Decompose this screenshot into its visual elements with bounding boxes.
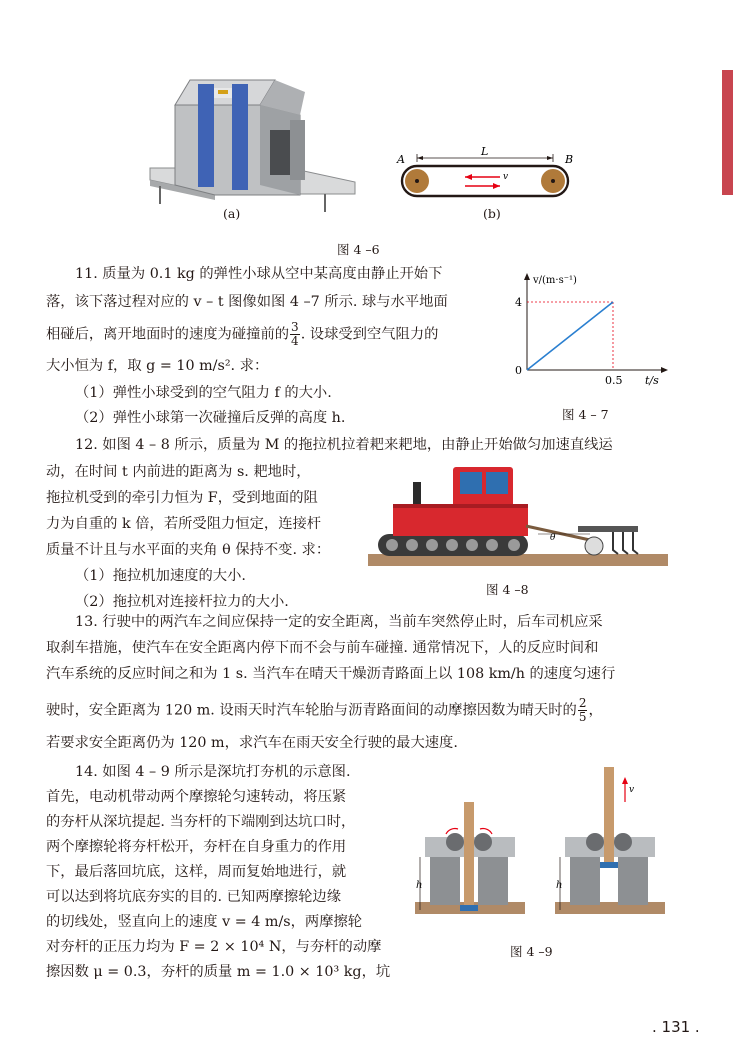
p13-line2: 取刹车措施，使汽车在安全距离内停下而不会与前车碰撞. 通常情况下，人的反应时间和	[46, 640, 599, 656]
fig47-y-axis: v/(m·s⁻¹)	[533, 275, 577, 286]
p14-line6: 可以达到将坑底夯实的目的. 已知两摩擦轮边缘	[46, 889, 342, 905]
fig46-caption: 图 4 –6	[337, 242, 380, 257]
fig46b-label: (b)	[483, 206, 501, 221]
fig47-origin: 0	[515, 364, 522, 377]
belt-L: L	[481, 145, 489, 158]
p13-line3: 汽车系统的反应时间之和为 1 s. 当汽车在晴天干燥沥青路面上以 108 km/h 的速度匀速行	[46, 666, 616, 682]
p12-q1: （1）拖拉机加速度的大小.	[75, 568, 246, 584]
p11-q2: （2）弹性小球第一次碰撞后反弹的高度 h.	[75, 410, 346, 426]
chapter-tab	[722, 70, 733, 195]
p12-line5: 质量不计且与水平面的夹角 θ 保持不变. 求：	[46, 542, 331, 558]
fig47-vt-graph	[505, 268, 675, 388]
fig49-h-left: h	[416, 880, 423, 891]
fig47-x-tick: 0.5	[605, 374, 623, 387]
p14-line2: 首先，电动机带动两个摩擦轮匀速转动，将压紧	[46, 789, 347, 805]
p12-line1: 12. 如图 4 – 8 所示，质量为 M 的拖拉机拉着耙来耙地，由静止开始做匀加速直线运	[75, 437, 613, 453]
fig49-v: v	[629, 785, 635, 795]
p11-fraction: $\frac{3}{4}$	[291, 320, 299, 348]
p11-line4: 大小恒为 f，取 g = 10 m/s². 求：	[46, 358, 269, 374]
p11-line2: 落，该下落过程对应的 v – t 图像如图 4 –7 所示. 球与水平地面	[46, 294, 448, 310]
fig49-right-machine	[555, 767, 665, 914]
fig48-theta: θ	[550, 533, 556, 543]
fig47-x-axis: t/s	[645, 374, 659, 387]
p11-line3: 相碰后，离开地面时的速度为碰撞前的 $\frac{3}{4}$ . 设球受到空气阻力的	[46, 320, 439, 348]
p13-line5: 若要求安全距离仍为 120 m，求汽车在雨天安全行驶的最大速度.	[46, 735, 458, 751]
p12-q2: （2）拖拉机对连接杆拉力的大小.	[75, 594, 289, 610]
fig46b-conveyor-belt	[395, 145, 585, 210]
p13-fraction: $\frac{2}{5}$	[578, 696, 587, 724]
fig48-tractor	[368, 462, 668, 572]
belt-B: B	[565, 153, 574, 166]
fig48-caption: 图 4 –8	[486, 582, 529, 597]
fig47-y-tick: 4	[515, 296, 522, 309]
fig47-caption: 图 4 – 7	[562, 407, 609, 422]
fig49-h-right: h	[556, 880, 563, 891]
p14-line1: 14. 如图 4 – 9 所示是深坑打夯机的示意图.	[75, 764, 351, 780]
p13-line1: 13. 行驶中的两汽车之间应保持一定的安全距离，当前车突然停止时，后车司机应采	[75, 614, 603, 630]
p13-line4: 驶时，安全距离为 120 m. 设雨天时汽车轮胎与沥青路面间的动摩擦因数为晴天时的 $\frac{2}{5}$ ，	[46, 696, 603, 724]
p14-line5: 下，最后落回坑底，这样，周而复始地进行，就	[46, 864, 347, 880]
p12-line3: 拖拉机受到的牵引力恒为 F，受到地面的阻	[46, 490, 318, 506]
p11-line1: 11. 质量为 0.1 kg 的弹性小球从空中某高度由静止开始下	[75, 266, 443, 282]
fig46a-label: (a)	[223, 206, 241, 221]
fig49-left-machine	[415, 802, 525, 914]
page-number: . 131 .	[652, 1018, 700, 1036]
p14-line3: 的夯杆从深坑提起. 当夯杆的下端刚到达坑口时，	[46, 814, 356, 830]
p11-q1: （1）弹性小球受到的空气阻力 f 的大小.	[75, 385, 332, 401]
p14-line8: 对夯杆的正压力均为 F = 2 × 10⁴ N，与夯杆的动摩	[46, 939, 382, 955]
p12-line4: 力为自重的 k 倍，若所受阻力恒定，连接杆	[46, 516, 322, 532]
belt-v: v	[503, 172, 509, 182]
fig49-rammer	[410, 762, 670, 922]
fig46a-xray-scanner	[140, 70, 370, 220]
fig49-caption: 图 4 –9	[510, 944, 553, 959]
p14-line9: 擦因数 μ = 0.3，夯杆的质量 m = 1.0 × 10³ kg，坑	[46, 964, 391, 980]
p14-line7: 的切线处，竖直向上的速度 v = 4 m/s，两摩擦轮	[46, 914, 363, 930]
p12-line2: 动，在时间 t 内前进的距离为 s. 耙地时，	[46, 464, 311, 480]
belt-A: A	[397, 153, 405, 166]
p14-line4: 两个摩擦轮将夯杆松开，夯杆在自身重力的作用	[46, 839, 347, 855]
